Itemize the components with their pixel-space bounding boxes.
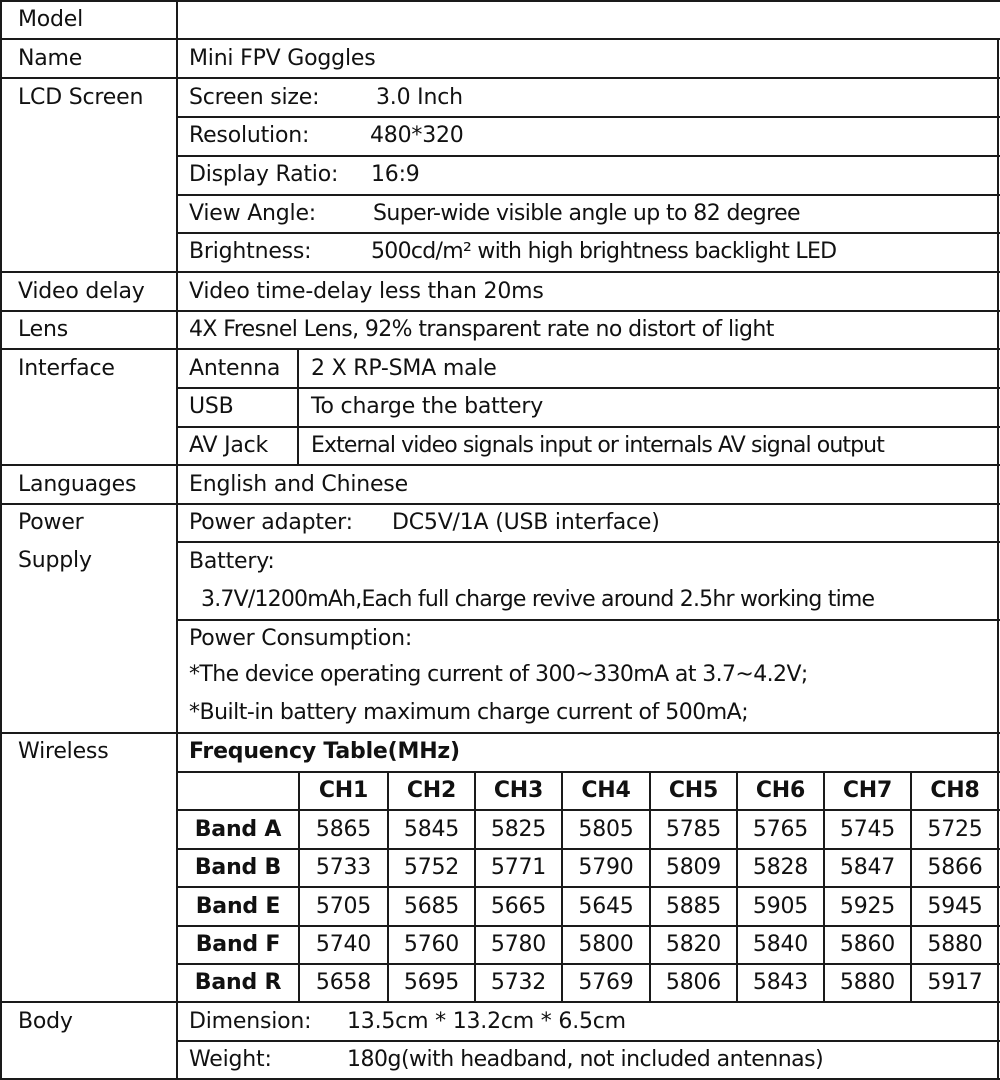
label-languages: Languages bbox=[18, 472, 137, 497]
frequency-cell: 5880 bbox=[927, 932, 983, 957]
body-value: 13.5cm * 13.2cm * 6.5cm bbox=[347, 1009, 626, 1034]
label-body: Body bbox=[18, 1009, 73, 1034]
channel-header: CH3 bbox=[493, 778, 544, 803]
value-video-delay: Video time-delay less than 20ms bbox=[189, 279, 544, 304]
consumption-line: *Built-in battery maximum charge current of 500mA; bbox=[189, 700, 749, 725]
label-lens: Lens bbox=[18, 317, 69, 342]
frequency-cell: 5732 bbox=[490, 970, 547, 995]
frequency-cell: 5945 bbox=[927, 894, 983, 919]
frequency-cell: 5725 bbox=[927, 817, 983, 842]
frequency-cell: 5825 bbox=[490, 817, 547, 842]
interface-key: USB bbox=[189, 394, 234, 419]
subrow-line bbox=[176, 387, 1000, 389]
frequency-cell: 5685 bbox=[403, 894, 460, 919]
frequency-cell: 5820 bbox=[665, 932, 722, 957]
label-name: Name bbox=[18, 46, 83, 71]
frequency-cell: 5780 bbox=[490, 932, 547, 957]
border-left bbox=[0, 0, 2, 1080]
lcd-key: Display Ratio: bbox=[189, 162, 339, 187]
label-power: Power bbox=[18, 510, 84, 535]
band-label: Band A bbox=[194, 817, 282, 842]
frequency-cell: 5790 bbox=[578, 855, 634, 880]
row-line bbox=[0, 732, 1000, 734]
lcd-value: 500cd/m² with high brightness backlight LED bbox=[371, 239, 837, 264]
lcd-key: View Angle: bbox=[189, 201, 317, 226]
interface-value: To charge the battery bbox=[311, 394, 544, 419]
lcd-value: 480*320 bbox=[370, 123, 464, 148]
interface-divider bbox=[297, 348, 299, 465]
frequency-cell: 5752 bbox=[403, 855, 460, 880]
label-video-delay: Video delay bbox=[18, 279, 145, 304]
channel-header: CH5 bbox=[668, 778, 719, 803]
lcd-key: Brightness: bbox=[189, 239, 312, 264]
label-wireless: Wireless bbox=[18, 739, 109, 764]
interface-key: AV Jack bbox=[189, 433, 269, 458]
frequency-cell: 5658 bbox=[315, 970, 372, 995]
interface-value: External video signals input or internals AV signal output bbox=[311, 433, 884, 458]
frequency-title: Frequency Table(MHz) bbox=[189, 739, 460, 764]
border-top bbox=[0, 0, 1000, 2]
frequency-cell: 5860 bbox=[839, 932, 896, 957]
band-label: Band E bbox=[195, 894, 281, 919]
band-label: Band B bbox=[194, 855, 282, 880]
channel-header: CH7 bbox=[842, 778, 893, 803]
channel-header: CH1 bbox=[318, 778, 369, 803]
channel-header: CH6 bbox=[755, 778, 806, 803]
power-adapter-value: DC5V/1A (USB interface) bbox=[392, 510, 660, 535]
label-supply: Supply bbox=[18, 548, 92, 573]
frequency-cell: 5785 bbox=[665, 817, 722, 842]
battery-value: 3.7V/1200mAh,Each full charge revive around 2.5hr working time bbox=[201, 587, 875, 612]
frequency-cell: 5865 bbox=[315, 817, 372, 842]
frequency-cell: 5695 bbox=[403, 970, 460, 995]
lcd-value: Super-wide visible angle up to 82 degree bbox=[373, 201, 800, 226]
band-label: Band F bbox=[195, 932, 281, 957]
frequency-cell: 5745 bbox=[839, 817, 896, 842]
lcd-key: Screen size: bbox=[189, 85, 320, 110]
label-lcd-screen: LCD Screen bbox=[18, 85, 144, 110]
label-interface: Interface bbox=[18, 356, 115, 381]
frequency-cell: 5880 bbox=[839, 970, 896, 995]
channel-header: CH2 bbox=[406, 778, 457, 803]
frequency-cell: 5705 bbox=[315, 894, 372, 919]
frequency-cell: 5805 bbox=[578, 817, 634, 842]
frequency-cell: 5769 bbox=[578, 970, 634, 995]
frequency-cell: 5866 bbox=[927, 855, 983, 880]
frequency-cell: 5917 bbox=[927, 970, 983, 995]
frequency-cell: 5843 bbox=[752, 970, 809, 995]
frequency-cell: 5885 bbox=[665, 894, 722, 919]
frequency-cell: 5845 bbox=[403, 817, 460, 842]
interface-value: 2 X RP-SMA male bbox=[311, 356, 497, 381]
frequency-cell: 5800 bbox=[578, 932, 634, 957]
band-label: Band R bbox=[194, 970, 282, 995]
frequency-cell: 5925 bbox=[839, 894, 896, 919]
lcd-value: 3.0 Inch bbox=[376, 85, 463, 110]
frequency-cell: 5847 bbox=[839, 855, 896, 880]
lcd-key: Resolution: bbox=[189, 123, 310, 148]
frequency-cell: 5905 bbox=[752, 894, 809, 919]
frequency-cell: 5665 bbox=[490, 894, 547, 919]
body-value: 180g(with headband, not included antennas) bbox=[347, 1047, 824, 1072]
power-adapter-key: Power adapter: bbox=[189, 510, 353, 535]
lcd-value: 16:9 bbox=[371, 162, 420, 187]
value-name: Mini FPV Goggles bbox=[189, 46, 376, 71]
row-line bbox=[0, 38, 1000, 40]
frequency-cell: 5809 bbox=[665, 855, 722, 880]
frequency-cell: 5771 bbox=[490, 855, 547, 880]
channel-header: CH4 bbox=[581, 778, 631, 803]
row-line bbox=[0, 77, 1000, 79]
channel-header: CH8 bbox=[930, 778, 980, 803]
body-key: Dimension: bbox=[189, 1009, 312, 1034]
frequency-cell: 5760 bbox=[403, 932, 460, 957]
value-lens: 4X Fresnel Lens, 92% transparent rate no distort of light bbox=[189, 317, 774, 342]
frequency-cell: 5733 bbox=[315, 855, 372, 880]
frequency-cell: 5740 bbox=[315, 932, 372, 957]
frequency-cell: 5828 bbox=[752, 855, 809, 880]
frequency-cell: 5806 bbox=[665, 970, 722, 995]
body-key: Weight: bbox=[189, 1047, 272, 1072]
interface-key: Antenna bbox=[189, 356, 281, 381]
battery-key: Battery: bbox=[189, 549, 275, 574]
frequency-cell: 5840 bbox=[752, 932, 809, 957]
frequency-cell: 5645 bbox=[578, 894, 634, 919]
consumption-key: Power Consumption: bbox=[189, 626, 413, 651]
frequency-cell: 5765 bbox=[752, 817, 809, 842]
consumption-line: *The device operating current of 300~330mA at 3.7~4.2V; bbox=[189, 662, 808, 687]
value-languages: English and Chinese bbox=[189, 472, 408, 497]
label-model: Model bbox=[18, 7, 84, 32]
